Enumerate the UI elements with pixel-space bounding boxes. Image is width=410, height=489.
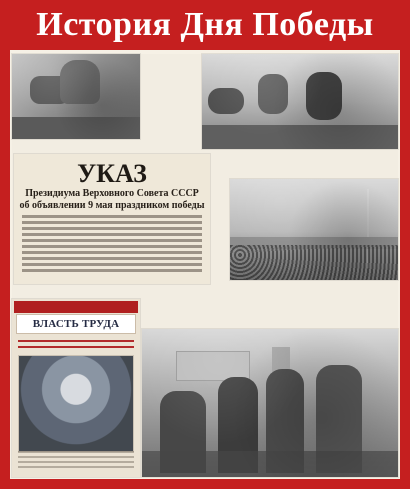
crowd-illustration bbox=[230, 245, 398, 280]
decree-body-line bbox=[22, 233, 202, 236]
decree-body-line bbox=[22, 245, 202, 248]
photo-celebration bbox=[142, 329, 398, 477]
decree-line-2: об объявлении 9 мая праздником победы bbox=[19, 200, 205, 211]
newspaper-red-copy bbox=[18, 335, 134, 353]
poster-header bbox=[0, 0, 410, 50]
decree-body-line bbox=[22, 263, 202, 266]
photo-signing-capitulation bbox=[12, 54, 140, 139]
poster-title: История Дня Победы bbox=[36, 6, 374, 43]
newspaper-lower-text bbox=[18, 451, 134, 469]
newspaper-red-banner bbox=[14, 301, 138, 313]
decree-body-line bbox=[22, 215, 202, 218]
decree-body-line bbox=[22, 257, 202, 260]
decree-body-line bbox=[22, 221, 202, 224]
decree-title: УКАЗ bbox=[77, 159, 147, 188]
photo-palace-square bbox=[230, 179, 398, 280]
decree-body-line bbox=[22, 239, 202, 242]
photo-zhukov-reading bbox=[202, 54, 398, 149]
decree-body-line bbox=[22, 251, 202, 254]
decree-body-line bbox=[22, 269, 202, 272]
decree-body-line bbox=[22, 227, 202, 230]
newspaper-portrait bbox=[18, 355, 134, 452]
decree-line-1: Президиума Верховного Совета СССР bbox=[25, 188, 199, 199]
decree-document bbox=[14, 154, 210, 284]
newspaper-vlast-truda bbox=[12, 299, 140, 477]
collage-area bbox=[12, 54, 398, 477]
newspaper-masthead: ВЛАСТЬ ТРУДА bbox=[16, 314, 136, 334]
